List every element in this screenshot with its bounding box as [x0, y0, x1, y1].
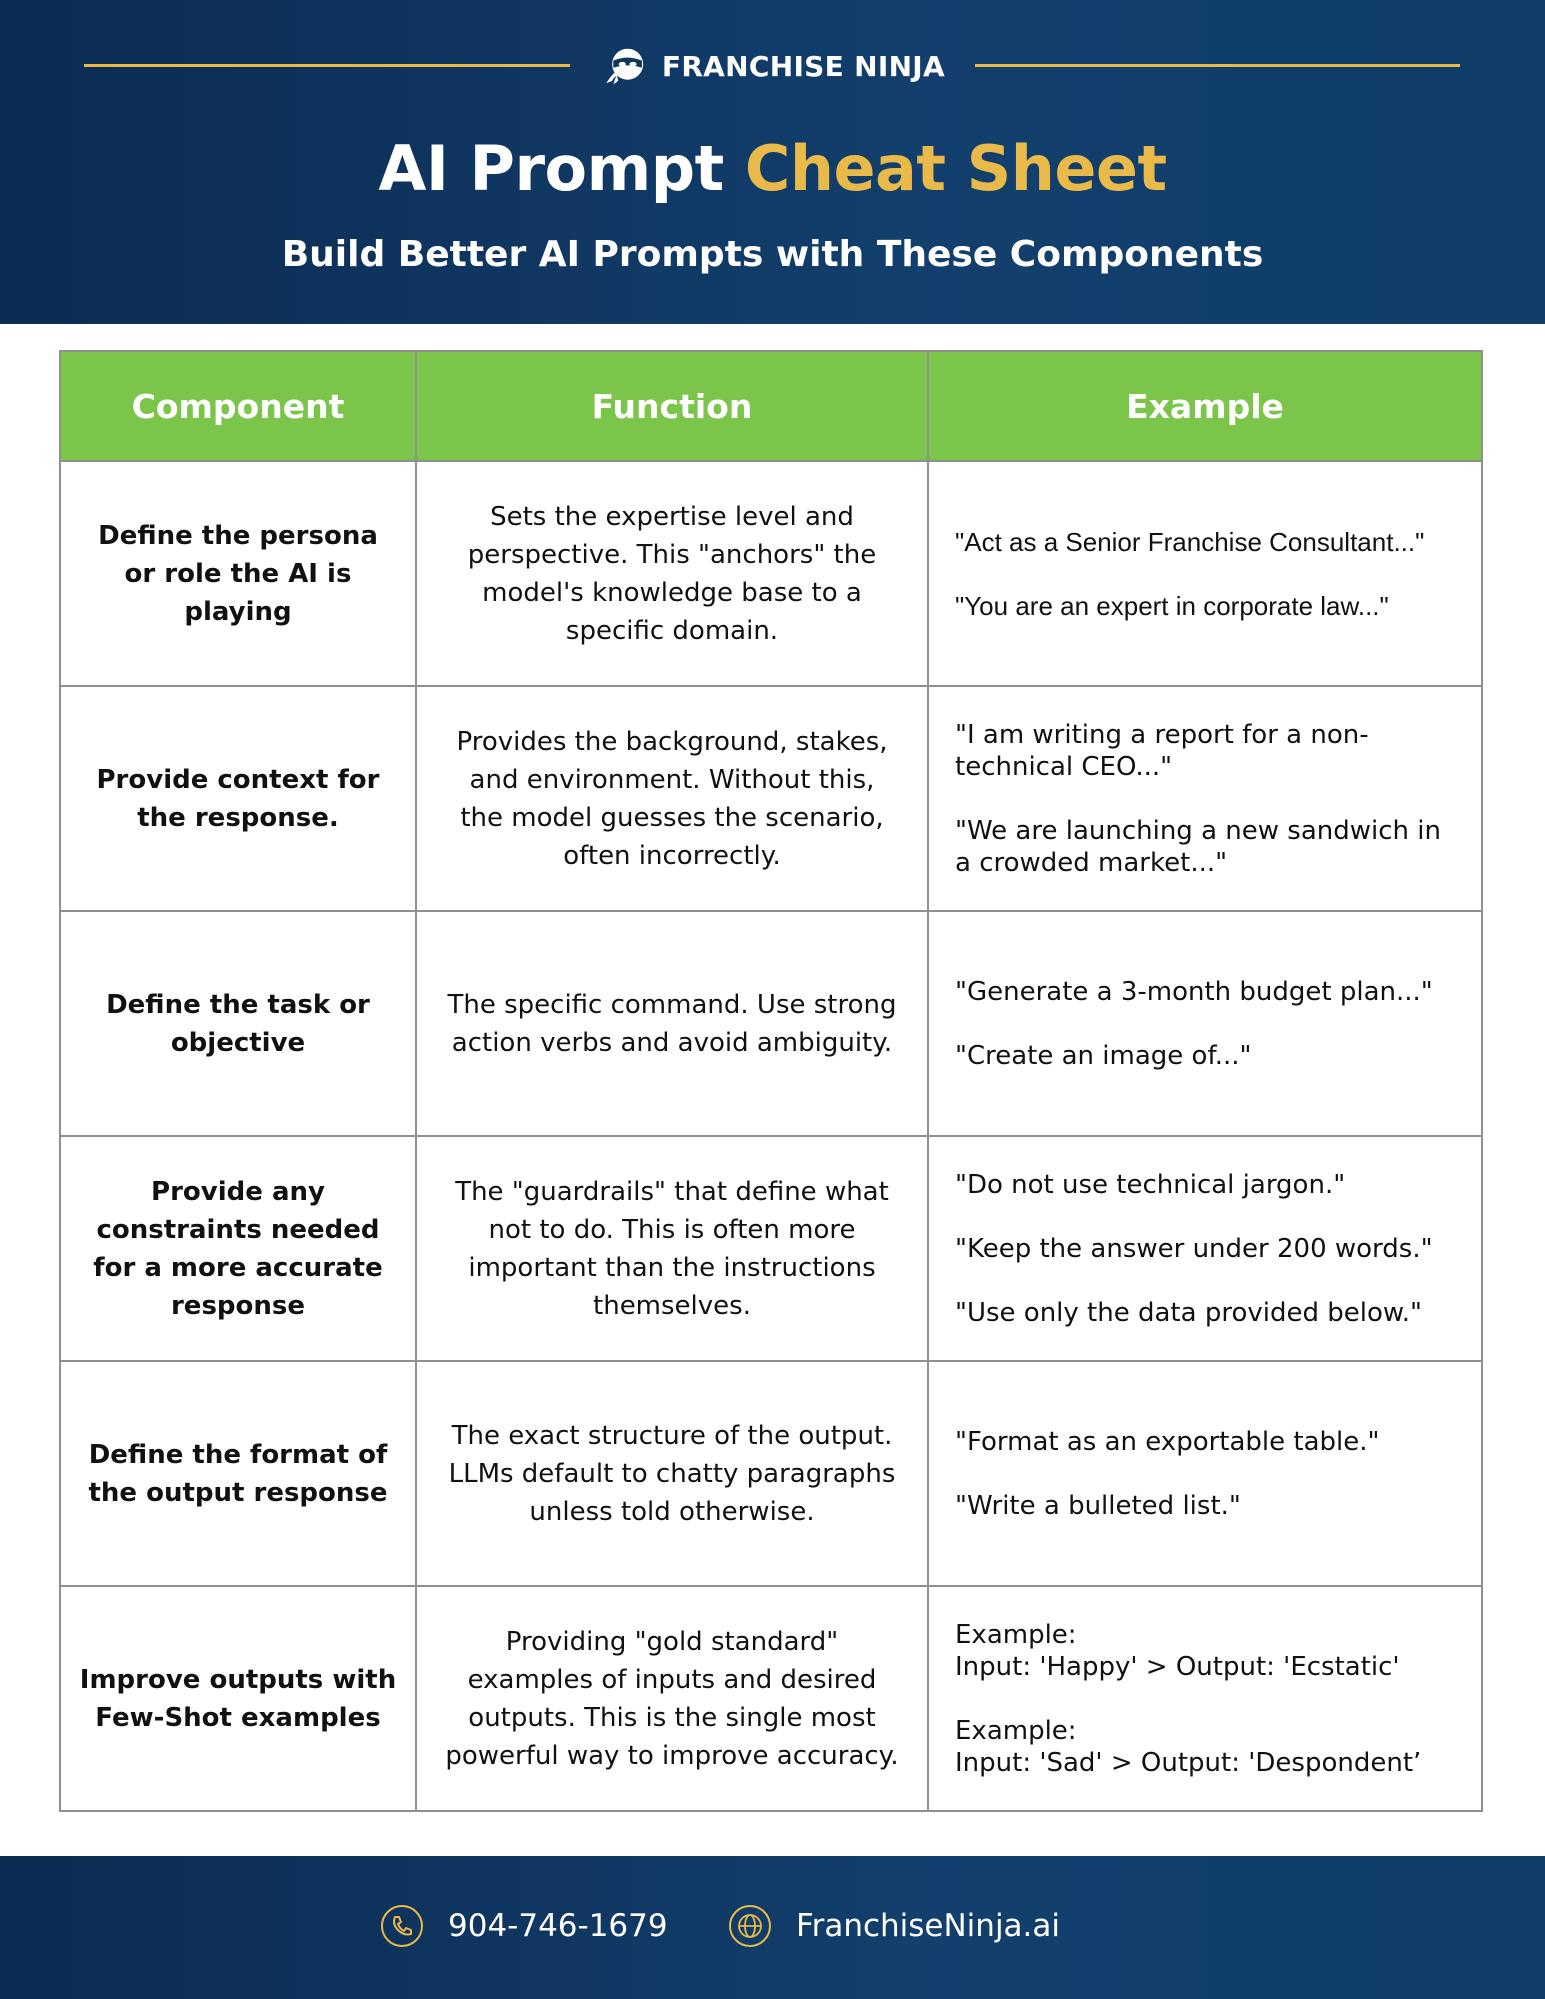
table-row: [60, 1361, 1482, 1586]
function-cell: Providing "gold standard" examples of inputs and desired outputs. This is the single most powerful way to improve accuracy.: [416, 1586, 928, 1811]
ninja-logo-icon: [605, 33, 648, 99]
function-cell: Provides the background, stakes, and environment. Without this, the model guesses the scenario, often incorrectly.: [416, 686, 928, 911]
brand-name: FRANCHISE NINJA: [661, 49, 945, 83]
example-text: "Write a bulleted list.": [955, 1490, 1241, 1521]
page-subtitle: Build Better AI Prompts with These Components: [281, 234, 1264, 275]
page-title: [0, 132, 1545, 205]
few-shot-example: [955, 1715, 1459, 1779]
few-shot-example: [955, 1619, 1459, 1683]
example-cell: [928, 686, 1482, 911]
component-cell: Provide context for the response.: [60, 686, 416, 911]
example-cell: [928, 911, 1482, 1136]
cheat-sheet-table: [59, 350, 1481, 1812]
gold-divider-left: [84, 64, 570, 67]
example-label: Example:: [955, 1715, 1077, 1746]
example-text: "You are an expert in corporate law...": [955, 590, 1389, 621]
phone-icon: [380, 1904, 424, 1948]
column-header-component: Component: [60, 351, 416, 461]
example-label: Example:: [955, 1619, 1077, 1650]
example-text: Input: 'Sad' > Output: 'Despondent’: [955, 1747, 1422, 1778]
function-cell: The specific command. Use strong action verbs and avoid ambiguity.: [416, 911, 928, 1136]
title-accent: Cheat Sheet: [744, 132, 1167, 205]
example-text: "Keep the answer under 200 words.": [955, 1233, 1433, 1264]
example-text: "Act as a Senior Franchise Consultant...": [955, 526, 1425, 557]
table-header-row: [60, 351, 1482, 461]
component-cell: Define the format of the output response: [60, 1361, 416, 1586]
example-cell: [928, 1586, 1482, 1811]
table-row: [60, 911, 1482, 1136]
example-cell: [928, 1136, 1482, 1361]
globe-icon: [728, 1904, 772, 1948]
brand-logo: [605, 32, 945, 100]
phone-contact[interactable]: [380, 1896, 668, 1956]
example-text: "Generate a 3-month budget plan...": [955, 976, 1433, 1007]
example-text: "Use only the data provided below.": [955, 1297, 1422, 1328]
website-url: FranchiseNinja.ai: [796, 1908, 1061, 1944]
example-cell: [928, 461, 1482, 686]
footer-banner: [0, 1856, 1545, 1999]
example-text: "Do not use technical jargon.": [955, 1169, 1346, 1200]
component-cell: Provide any constraints needed for a more accurate response: [60, 1136, 416, 1361]
table-row: [60, 686, 1482, 911]
function-cell: The "guardrails" that define what not to do. This is often more important than the instructions themselves.: [416, 1136, 928, 1361]
table-row: [60, 461, 1482, 686]
component-cell: Define the persona or role the AI is playing: [60, 461, 416, 686]
component-cell: Define the task or objective: [60, 911, 416, 1136]
component-cell: Improve outputs with Few-Shot examples: [60, 1586, 416, 1811]
column-header-function: Function: [416, 351, 928, 461]
example-text: "We are launching a new sandwich in a crowded market...": [955, 815, 1441, 878]
header-banner: [0, 0, 1545, 324]
example-text: "Create an image of...": [955, 1040, 1252, 1071]
title-main: AI Prompt: [378, 132, 724, 205]
function-cell: Sets the expertise level and perspective. This "anchors" the model's knowledge base to a specific domain.: [416, 461, 928, 686]
example-cell: [928, 1361, 1482, 1586]
example-text: Input: 'Happy' > Output: 'Ecstatic': [955, 1651, 1400, 1682]
column-header-example: Example: [928, 351, 1482, 461]
example-text: "I am writing a report for a non-technical CEO...": [955, 719, 1369, 782]
example-text: "Format as an exportable table.": [955, 1426, 1380, 1457]
table-row: [60, 1586, 1482, 1811]
gold-divider-right: [975, 64, 1460, 67]
website-contact[interactable]: [728, 1896, 1060, 1956]
function-cell: The exact structure of the output. LLMs default to chatty paragraphs unless told otherwise.: [416, 1361, 928, 1586]
table-row: [60, 1136, 1482, 1361]
phone-number: 904-746-1679: [448, 1908, 668, 1944]
